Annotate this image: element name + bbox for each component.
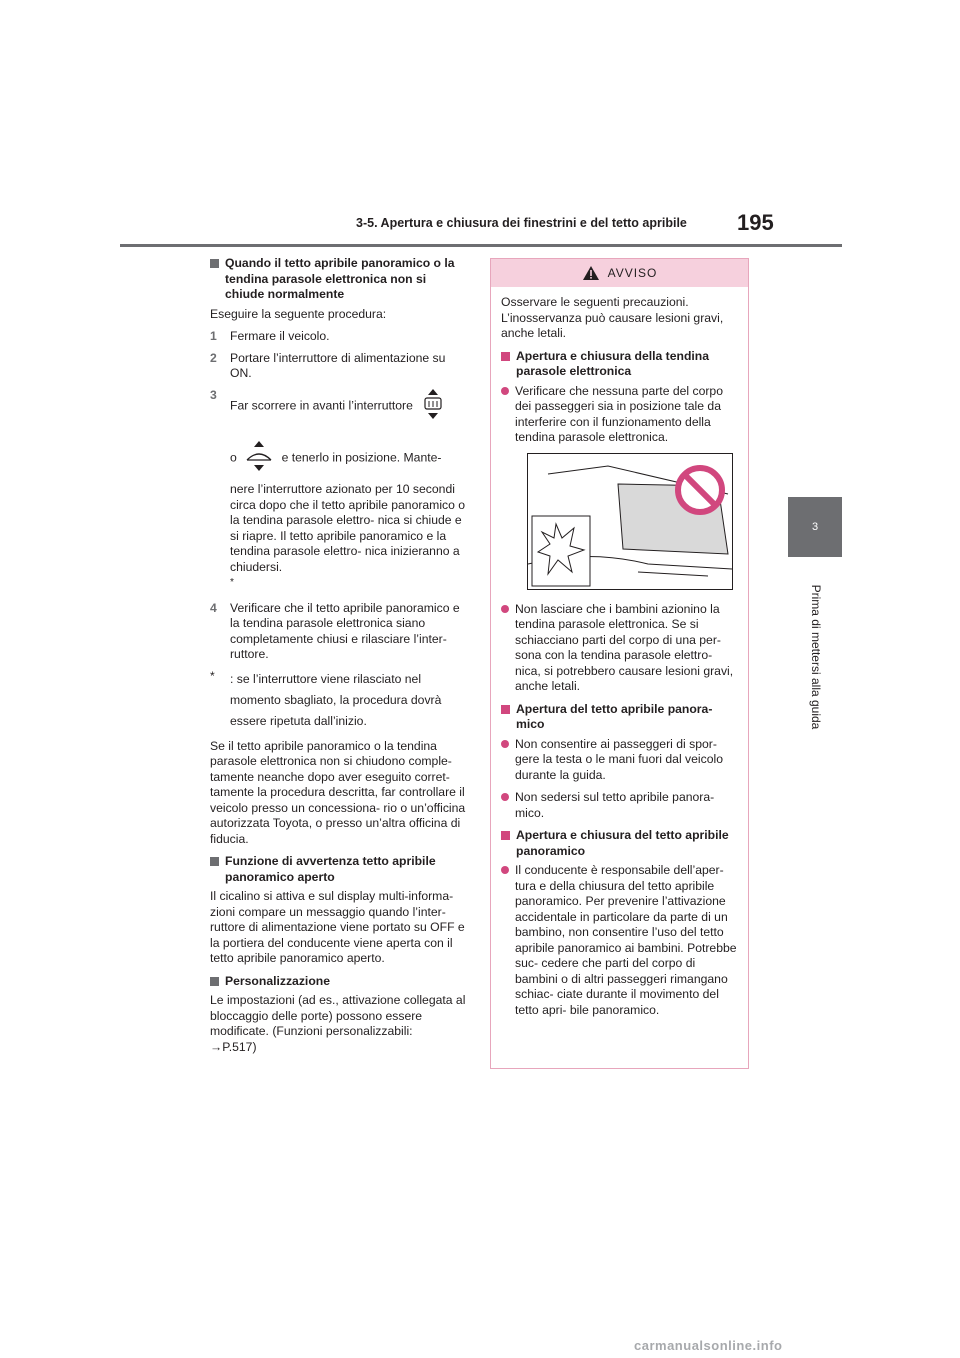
dealer-paragraph: Se il tetto apribile panoramico o la tendina parasole elettronica non si chiudono comple- tamente neanche dopo aver eseguito corret- tamente la procedura descritta, far controllare il veicolo presso un concessiona- rio o un’officina autorizzata Toyota, o presso un’altra officina di fiducia. <box>210 738 466 846</box>
left-column <box>210 256 468 1062</box>
warning-bullet: Il conducente è responsabile dell’aper- tura e della chiusura del tetto apribile panoramico. Per prevenire l’attivazione accidentale in particolare da parte di un bambino, non consentire l’uso del tetto apribile panoramico ai bambini. Potrebbe suc- cedere che parti del corpo di bambini o di altri passeggeri rimangano schiac- ciate durante il movimento del tetto apri- bile panoramico. <box>501 863 740 1018</box>
square-bullet-icon <box>501 705 510 714</box>
watermark: carmanualsonline.info <box>634 1338 783 1353</box>
page-reference-link[interactable]: →P.517) <box>210 1039 257 1054</box>
round-bullet-icon <box>501 387 509 395</box>
round-bullet-icon <box>501 793 509 801</box>
round-bullet-icon <box>501 605 509 613</box>
round-bullet-icon <box>501 740 509 748</box>
square-bullet-icon <box>210 259 219 268</box>
warning-triangle-icon <box>582 265 600 281</box>
warning-heading-sunshade: Apertura e chiusura della tendina parasole elettronica <box>501 349 740 380</box>
prohibited-hand-illustration <box>527 453 733 590</box>
personalization-paragraph: Le impostazioni (ad es., attivazione collegata al bloccaggio delle porte) possono essere modificate. (Funzioni personalizzabili: →P.517) <box>210 993 466 1054</box>
heading-close-issue: Quando il tetto apribile panoramico o la tendina parasole elettronica non si chiude normalmente <box>210 256 468 303</box>
square-bullet-icon <box>501 352 510 361</box>
warning-function-paragraph: Il cicalino si attiva e sul display multi-informa- zioni compare un messaggio quando l’inter- ruttore di alimentazione viene portato su OFF e la portiera del conducente viene aperta con il tetto apribile panoramico aperto. <box>210 889 465 966</box>
roof-switch-icon <box>420 388 446 425</box>
warning-bullet: Non lasciare che i bambini azionino la tendina parasole elettronica. Se si schiacciano parti del corpo di una per- sona con la tendina parasole elettro- nica, si potrebbero causare lesioni gravi, anche letali. <box>501 602 740 695</box>
warning-heading-open-roof: Apertura del tetto apribile panora- mico <box>501 702 740 733</box>
step-2: 2 Portare l’interruttore di alimentazione su ON. <box>210 350 446 380</box>
sunshade-switch-icon <box>244 440 274 477</box>
heading-personalization: Personalizzazione <box>210 974 468 990</box>
page-number: 195 <box>737 210 774 235</box>
square-bullet-icon <box>210 857 219 866</box>
footnote: * : se l’interruttore viene rilasciato nel momento sbagliato, la procedura dovrà essere ripetuta dall’inizio. <box>210 668 442 728</box>
square-bullet-icon <box>501 831 510 840</box>
footnote-marker: * <box>230 577 234 588</box>
round-bullet-icon <box>501 866 509 874</box>
warning-intro: Osservare le seguenti precauzioni. L’inosservanza può causare lesioni gravi, anche letali. <box>501 295 724 340</box>
step-1: 1 Fermare il veicolo. <box>210 329 330 343</box>
warning-bullet: Verificare che nessuna parte del corpo dei passeggeri sia in posizione tale da interferire con il funzionamento della tendina parasole elettronica. <box>501 384 740 446</box>
warning-bullet: Non consentire ai passeggeri di spor- gere la testa o le mani fuori dal veicolo durante la guida. <box>501 737 740 784</box>
chapter-title: Prima di mettersi alla guida <box>809 584 823 730</box>
warning-heading-roof-operation: Apertura e chiusura del tetto apribile panoramico <box>501 828 740 859</box>
heading-warning-function: Funzione di avvertenza tetto apribile panoramico aperto <box>210 854 468 885</box>
warning-box <box>490 258 749 1069</box>
warning-bullet: Non sedersi sul tetto apribile panora- mico. <box>501 790 740 821</box>
chapter-tab: 3 <box>788 497 842 557</box>
section-title: 3-5. Apertura e chiusura dei finestrini e del tetto apribile <box>356 216 687 230</box>
square-bullet-icon <box>210 977 219 986</box>
step-4: 4 Verificare che il tetto apribile panoramico e la tendina parasole elettronica siano completamente chiusi e rilasciare l’inter- ruttore. <box>210 600 460 662</box>
warning-header: AVVISO <box>491 259 748 287</box>
procedure-intro: Eseguire la seguente procedura: <box>210 306 387 321</box>
header-rule <box>120 244 842 247</box>
step-3: 3 Far scorrere in avanti l’interruttore o e tenerlo in posizione. Mante- nere l’interruttore azionato per 10 secondi circa dopo che il tetto apribile panoramico o la tendina parasole elettro- nica si chiude e si riapre. Il tetto apribile panoramico e la tendina parasole elettro- nica inizieranno a chiudersi.* <box>210 387 466 588</box>
